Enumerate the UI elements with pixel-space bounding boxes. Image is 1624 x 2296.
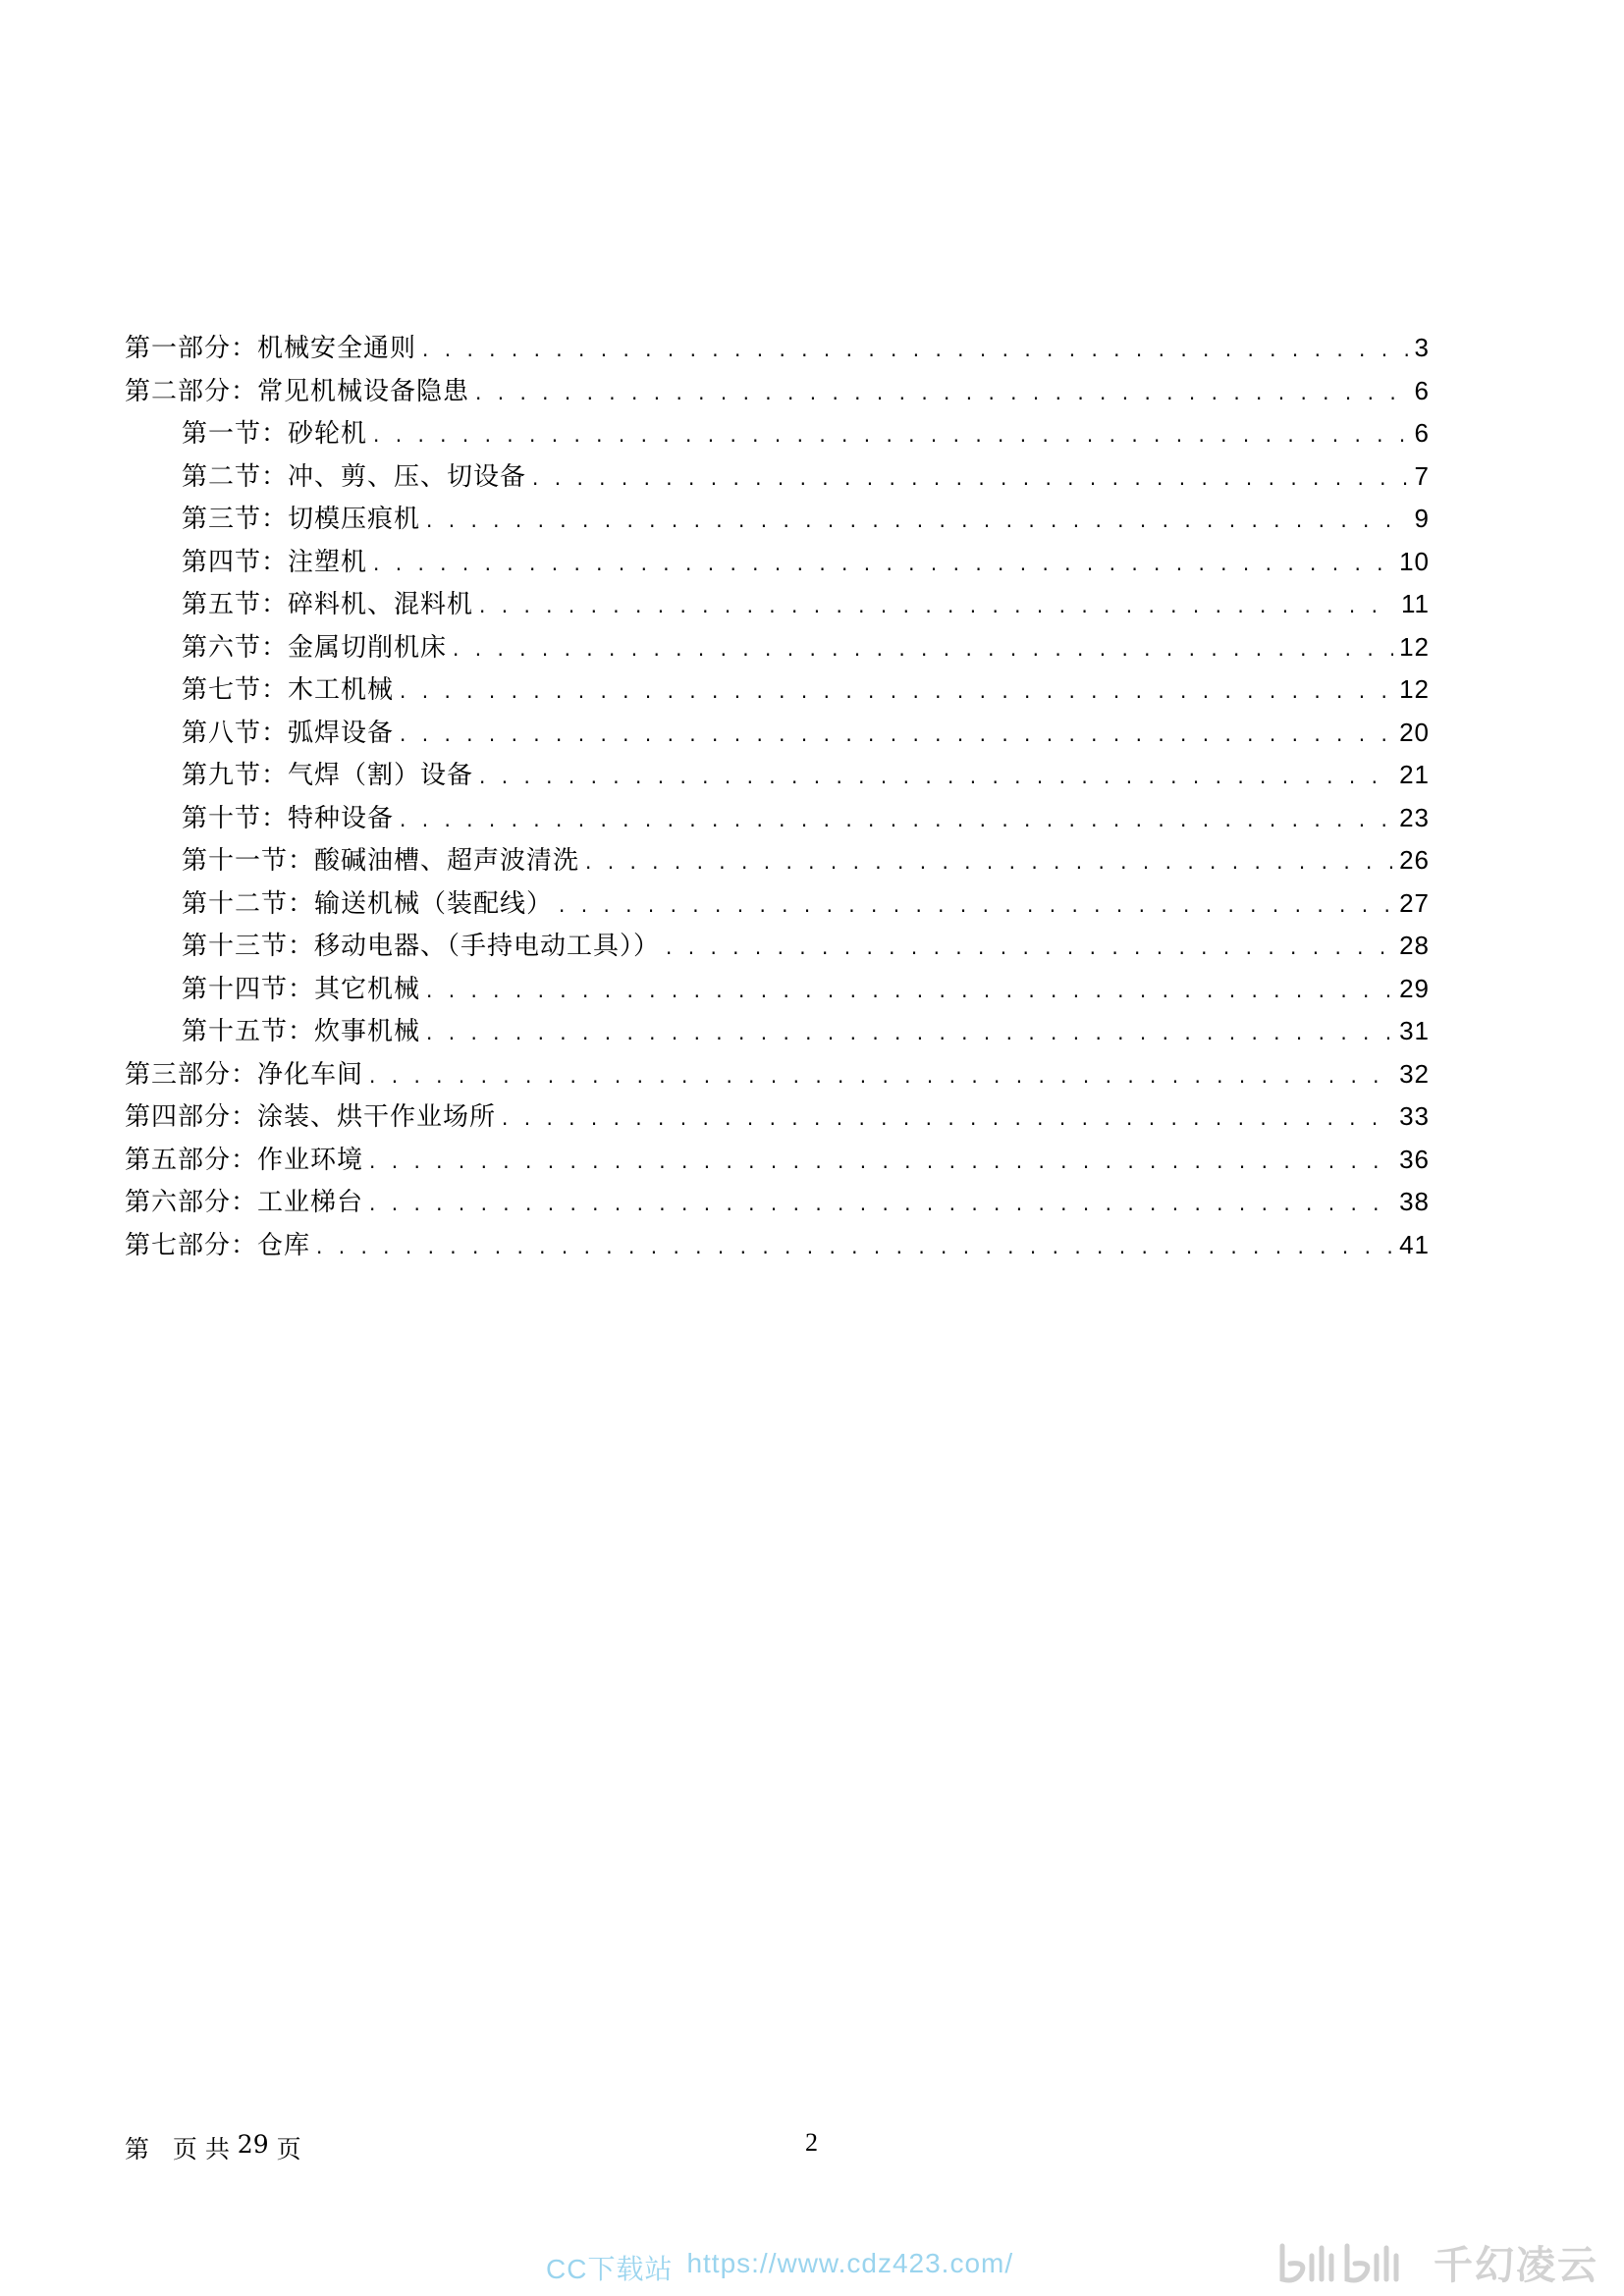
toc-entry-page: 32 — [1399, 1058, 1430, 1089]
toc-entry[interactable] — [0, 1224, 1624, 1267]
toc-entry-title: 第四部分：涂装、烘干作业场所 — [125, 1102, 497, 1132]
toc-dot-leader — [400, 670, 1393, 714]
toc-entry-page: 28 — [1399, 931, 1430, 960]
toc-entry[interactable] — [0, 626, 1624, 669]
toc-entry[interactable] — [0, 370, 1624, 413]
toc-dot-leader — [475, 372, 1409, 415]
toc-entry-title: 第二节：冲、剪、压、切设备 — [182, 461, 527, 492]
footer-di: 第 — [125, 2135, 150, 2163]
toc-entry-page: 11 — [1401, 589, 1430, 618]
toc-entry-page: 36 — [1399, 1144, 1430, 1174]
toc-entry[interactable] — [0, 1181, 1624, 1224]
toc-entry-title: 第十一节：酸碱油槽、超声波清洗 — [182, 846, 580, 876]
toc-entry-title: 第七节：木工机械 — [182, 675, 395, 705]
toc-entry[interactable] — [0, 541, 1624, 584]
footer-total: 29 — [237, 2130, 269, 2159]
toc-entry-title: 第七部分：仓库 — [125, 1230, 311, 1260]
toc-entry-title: 第十三节：移动电器、（手持电动工具）） — [182, 932, 661, 961]
toc-entry-title: 第十节：特种设备 — [182, 803, 395, 833]
toc-dot-leader — [373, 414, 1409, 457]
toc-entry[interactable] — [0, 754, 1624, 797]
toc-entry[interactable] — [0, 327, 1624, 370]
watermark-site — [546, 2248, 1013, 2287]
toc-dot-leader — [400, 714, 1393, 757]
toc-dot-leader — [369, 1183, 1393, 1226]
toc-dot-leader — [666, 927, 1393, 970]
toc-dot-leader — [453, 628, 1393, 671]
toc-dot-leader — [479, 756, 1393, 799]
toc-dot-leader — [400, 799, 1393, 842]
toc-entry[interactable] — [0, 455, 1624, 499]
footer-page-number: 2 — [805, 2128, 818, 2157]
toc-entry-page: 27 — [1399, 887, 1430, 918]
toc-entry-page: 29 — [1399, 973, 1430, 1003]
toc-entry-title: 第三节：切模压痕机 — [182, 505, 421, 534]
toc-entry-page: 21 — [1399, 760, 1430, 789]
toc-entry-page: 23 — [1399, 802, 1430, 832]
toc-dot-leader — [532, 457, 1409, 501]
toc-entry-title: 第一节：砂轮机 — [182, 419, 368, 449]
toc-entry[interactable] — [0, 712, 1624, 755]
toc-entry-title: 第九节：气焊（割）设备 — [182, 761, 474, 790]
toc-entry[interactable] — [0, 925, 1624, 968]
table-of-contents — [0, 327, 1624, 1266]
toc-entry-title: 第六部分：工业梯台 — [125, 1188, 364, 1217]
toc-entry-title: 第二部分：常见机械设备隐患 — [125, 376, 470, 406]
watermark-brand-name: 千幻凌云 — [1434, 2243, 1598, 2288]
toc-entry[interactable] — [0, 882, 1624, 926]
toc-entry-title: 第三部分：净化车间 — [125, 1059, 364, 1090]
footer-gong: 共 — [204, 2135, 230, 2163]
footer-page-count — [125, 2130, 301, 2165]
toc-entry-page: 38 — [1399, 1187, 1430, 1216]
toc-dot-leader — [426, 500, 1409, 543]
toc-entry-page: 9 — [1414, 504, 1430, 533]
toc-entry-title: 第十四节：其它机械 — [182, 974, 421, 1004]
toc-dot-leader — [502, 1097, 1393, 1141]
toc-entry[interactable] — [0, 412, 1624, 455]
toc-entry[interactable] — [0, 668, 1624, 712]
toc-entry-title: 第十五节：炊事机械 — [182, 1017, 421, 1046]
toc-entry[interactable] — [0, 498, 1624, 541]
toc-entry[interactable] — [0, 583, 1624, 626]
toc-entry-page: 31 — [1399, 1016, 1430, 1045]
toc-entry-page: 12 — [1399, 631, 1430, 662]
toc-entry-title: 第一部分：机械安全通则 — [125, 334, 417, 363]
toc-dot-leader — [316, 1226, 1393, 1269]
toc-dot-leader — [426, 1012, 1393, 1055]
toc-entry[interactable] — [0, 968, 1624, 1011]
toc-entry-page: 6 — [1414, 418, 1430, 448]
footer-ye1: 页 — [172, 2135, 197, 2163]
toc-entry-title: 第六节：金属切削机床 — [182, 632, 448, 663]
toc-entry-page: 6 — [1414, 375, 1430, 405]
toc-entry-page: 20 — [1399, 717, 1430, 747]
toc-dot-leader — [426, 970, 1393, 1013]
toc-entry-page: 10 — [1399, 546, 1430, 576]
toc-entry[interactable] — [0, 797, 1624, 840]
toc-entry[interactable] — [0, 1139, 1624, 1182]
toc-entry-page: 3 — [1414, 333, 1430, 362]
toc-entry-title: 第五节：碎料机、混料机 — [182, 590, 474, 619]
toc-entry[interactable] — [0, 1053, 1624, 1096]
toc-dot-leader — [559, 884, 1393, 928]
toc-entry-page: 33 — [1399, 1101, 1430, 1131]
toc-entry-page: 7 — [1414, 460, 1430, 491]
toc-dot-leader — [369, 1055, 1393, 1098]
toc-entry[interactable] — [0, 1010, 1624, 1053]
footer-ye2: 页 — [276, 2135, 301, 2163]
toc-entry-title: 第四节：注塑机 — [182, 547, 368, 577]
toc-dot-leader — [373, 543, 1393, 586]
toc-dot-leader — [369, 1141, 1393, 1184]
toc-dot-leader — [479, 585, 1395, 628]
bilibili-logo-icon — [1276, 2238, 1424, 2287]
watermark-site-url: https://www.cdz423.com/ — [686, 2248, 1014, 2278]
toc-entry-page: 12 — [1399, 674, 1430, 704]
toc-entry[interactable] — [0, 839, 1624, 882]
toc-entry-title: 第五部分：作业环境 — [125, 1145, 364, 1175]
watermark-brand — [1276, 2234, 1598, 2290]
toc-entry-title: 第八节：弧焊设备 — [182, 718, 395, 748]
toc-entry-title: 第十二节：输送机械（装配线） — [182, 888, 554, 919]
toc-dot-leader — [422, 329, 1409, 372]
watermark-site-name: CC下载站 — [546, 2254, 674, 2284]
toc-dot-leader — [585, 841, 1393, 884]
toc-entry-page: 26 — [1399, 845, 1430, 875]
toc-entry-page: 41 — [1399, 1229, 1430, 1259]
toc-entry[interactable] — [0, 1095, 1624, 1139]
